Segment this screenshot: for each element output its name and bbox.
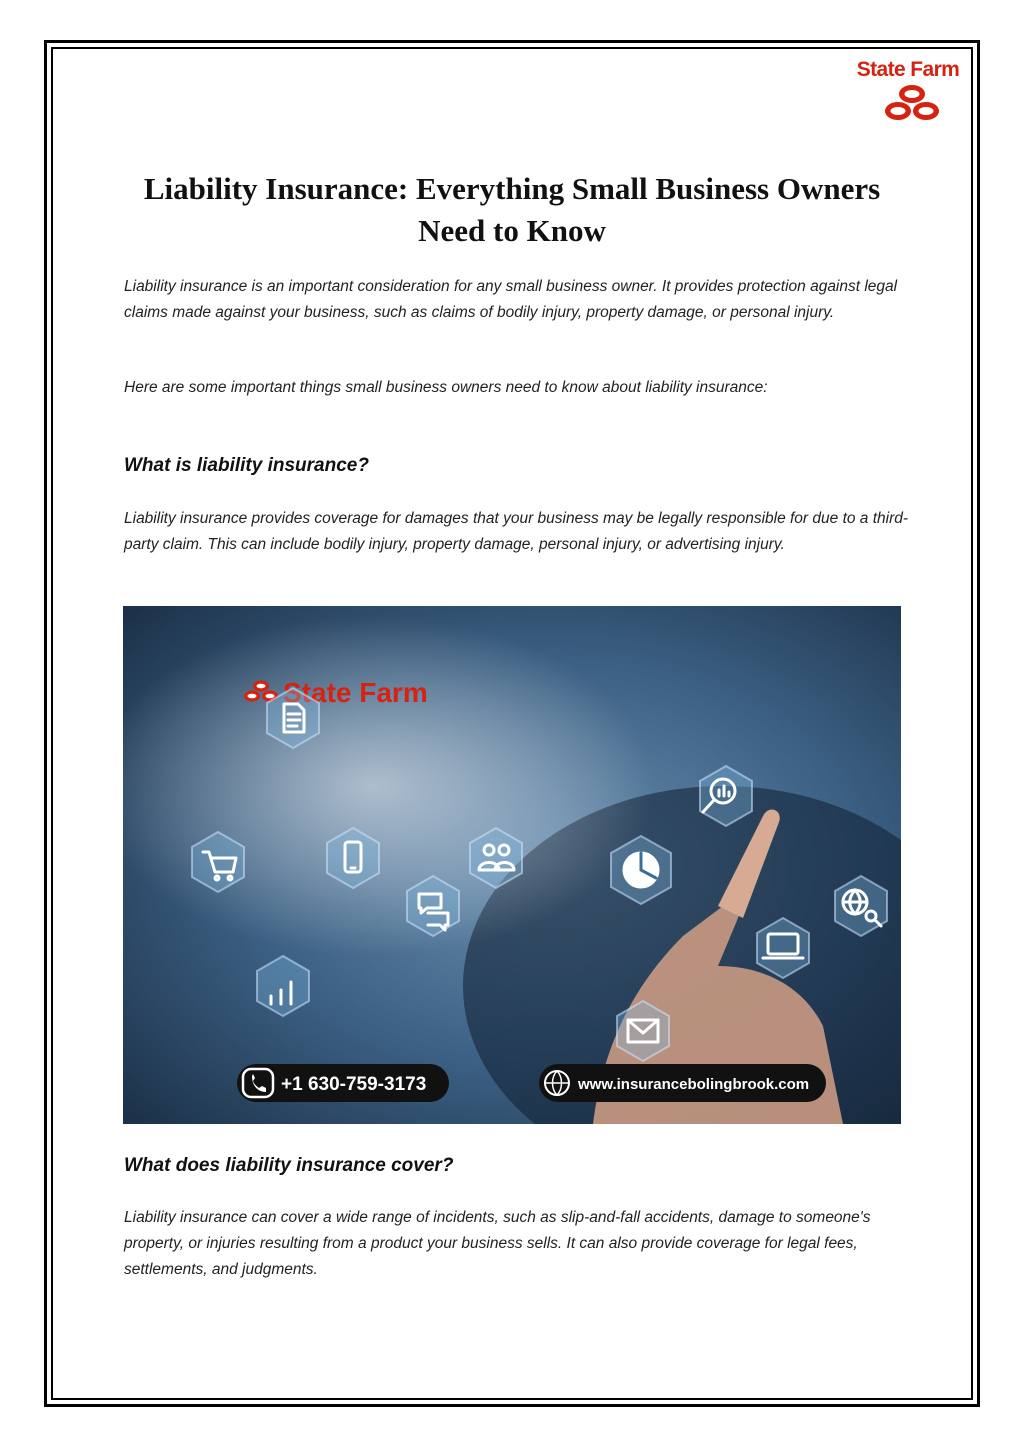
intro-paragraph-2: Here are some important things small business owners need to know about liability insurance:	[124, 379, 768, 396]
section-1-heading: What is liability insurance?	[124, 455, 369, 476]
section-2-body: Liability insurance can cover a wide range of incidents, such as slip-and-fall accidents, damage to someone's property, or injuries resulting from a product your business sells. It can also provide coverage for legal fees, settlements, and judgments.	[124, 1209, 871, 1278]
section-1-body: Liability insurance provides coverage for damages that your business may be legally responsible for due to a third-party claim. This can include bodily injury, property damage, personal injury, or advertising injury.	[124, 510, 909, 553]
page-title: Liability Insurance: Everything Small Business Owners Need to Know	[143, 171, 881, 248]
hero-brand-text: State Farm	[283, 677, 428, 708]
logo-text: State Farm	[856, 58, 960, 81]
hero-image	[123, 606, 901, 1124]
state-farm-logo	[856, 58, 960, 124]
phone-pill	[237, 1064, 449, 1102]
three-oval-logo-icon	[880, 82, 944, 124]
intro-paragraph-1: Liability insurance is an important consideration for any small business owner. It provides protection against legal claims made against your business, such as claims of bodily injury, property damage, or personal injury.	[124, 278, 898, 321]
pie-chart-icon	[624, 853, 658, 887]
hero-phone-number: +1 630-759-3173	[281, 1074, 427, 1095]
hero-website: www.insurancebolingbrook.com	[578, 1076, 810, 1093]
section-2-heading: What does liability insurance cover?	[124, 1155, 454, 1176]
website-pill	[539, 1064, 826, 1102]
